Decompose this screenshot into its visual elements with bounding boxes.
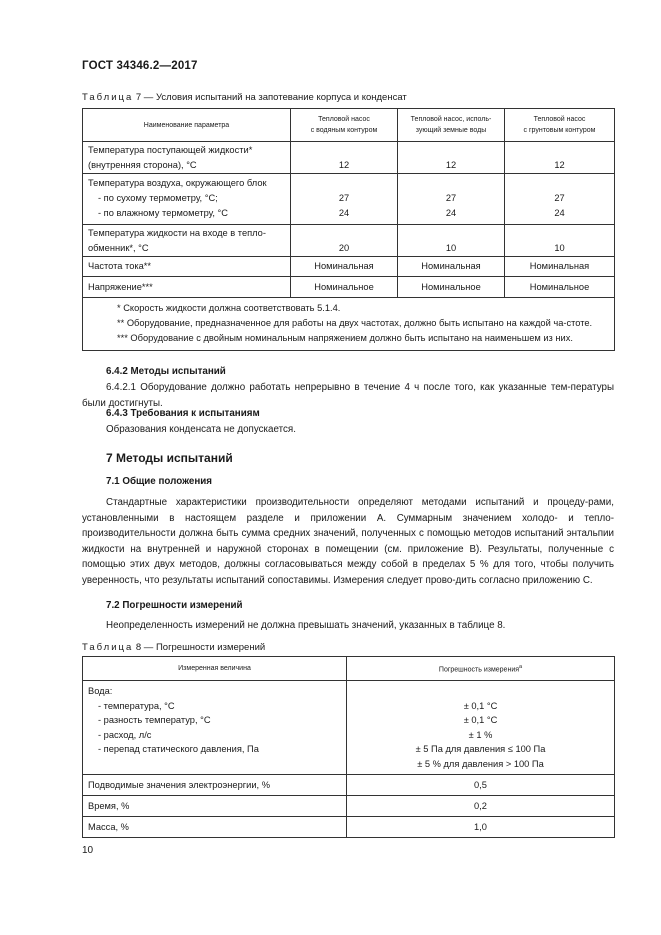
table-cell: Номинальная	[505, 257, 615, 277]
footnote: * Скорость жидкости должна соответствовать 5.1.4.	[117, 303, 341, 313]
table8-item-name: - расход, л/с	[98, 729, 152, 740]
table7-col-header: Наименование параметра	[83, 109, 291, 142]
table8-col-header: Измеренная величина	[83, 657, 347, 681]
table7-col-header: Тепловой насос, исполь- зующий земные воды	[398, 109, 505, 142]
section-6-4-3-title: 6.4.3 Требования к испытаниям	[106, 408, 260, 419]
table7-sub-label: - по сухому термометру, °С;	[98, 193, 218, 203]
table7-caption-prefix: Таблица	[82, 92, 134, 103]
section-7-1-title: 7.1 Общие положения	[106, 476, 213, 487]
table-cell: 27 24	[398, 174, 505, 225]
table-row	[83, 225, 615, 257]
table-row	[83, 775, 615, 796]
table-row	[83, 796, 615, 817]
table-cell: ± 0,1 °С	[463, 700, 498, 711]
footnote: *** Оборудование с двойным номинальным напряжением должно быть испытано на наименьшем из них.	[117, 333, 573, 343]
table7-sub-label: - по влажному термометру, °С	[98, 208, 228, 218]
section-7-2-title: 7.2 Погрешности измерений	[106, 600, 243, 611]
section-6-4-3-text: Образования конденсата не допускается.	[106, 424, 296, 435]
table-8	[82, 656, 615, 838]
footnote: ** Оборудование, предназначенное для работы на двух частотах, должно быть испытано на каждой ча-стоте.	[117, 318, 593, 328]
table-row	[83, 142, 615, 174]
table-cell: Номинальная	[398, 257, 505, 277]
table-cell: Номинальная	[291, 257, 398, 277]
table7-row-label: Частота тока**	[83, 257, 291, 277]
table-row	[83, 257, 615, 277]
table-cell: 0,5	[347, 775, 615, 796]
table8-header-row	[83, 657, 615, 681]
table-cell: 12	[291, 142, 398, 174]
section-6-4-2-text: 6.4.2.1 Оборудование должно работать непрерывно в течение 4 ч после того, как указанные тем-пературы были достигнуты.	[82, 382, 614, 409]
table8-item-name	[88, 757, 346, 772]
table7-row-label: Температура поступающей жидкости* (внутренняя сторона), °С	[83, 142, 291, 174]
table8-caption-text: 8 — Погрешности измерений	[133, 642, 266, 653]
table-cell: Номинальное	[291, 277, 398, 298]
table-cell: 0,2	[347, 796, 615, 817]
table-cell: 10	[398, 225, 505, 257]
table7-row-label: Температура жидкости на входе в тепло- обменник*, °С	[83, 225, 291, 257]
table8-item-name: - температура, °С	[98, 700, 175, 711]
page-number: 10	[82, 845, 94, 856]
table7-row-label: Напряжение***	[83, 277, 291, 298]
table-cell: Масса, %	[83, 817, 347, 838]
table7-row-label: Температура воздуха, окружающего блок - по сухому термометру, °С; - по влажному термометру, °С	[83, 174, 291, 225]
table-row	[83, 681, 615, 775]
document-header: ГОСТ 34346.2—2017	[82, 60, 198, 72]
section-7-2-text: Неопределенность измерений не должна превышать значений, указанных в таблице 8.	[106, 620, 506, 631]
table7-caption	[82, 92, 407, 103]
table-cell: Подводимые значения электроэнергии, %	[83, 775, 347, 796]
table-row	[83, 277, 615, 298]
table8-item-name: - разность температур, °С	[98, 715, 211, 725]
table8-water-value-cell	[347, 681, 615, 775]
table-cell: 12	[505, 142, 615, 174]
table-cell: 20	[291, 225, 398, 257]
table-cell: ± 0,1 °С	[463, 715, 498, 725]
table-cell: Номинальное	[398, 277, 505, 298]
table-cell: ± 1 %	[468, 729, 493, 740]
table8-caption	[82, 642, 265, 653]
table7-col-header: Тепловой насос с грунтовым контуром	[505, 109, 615, 142]
section-7-1-text: Стандартные характеристики производительности определяют методами испытаний и процеду-рами, установленными в настоящем разделе и приложении А. Суммарным значением холодо- и тепло-производительности должна быть сумма средних значений, полученных с помощью методов испытаний энтальпии жидкости на внутренней и наружной сторонах в помещении (см. приложение В). Результаты, полученные с помощью этих двух методов, должны согласовываться между собой в пределах 5 % для того, чтобы получить уверенность, что результаты испытаний сопоставимы. Измерения следует прово-дить согласно приложению С.	[82, 497, 614, 586]
table7-header-row	[83, 109, 615, 142]
table-row	[83, 174, 615, 225]
table8-caption-prefix: Таблица	[82, 642, 134, 653]
table7-caption-text: 7 — Условия испытаний на запотевание корпуса и конденсат	[133, 92, 407, 103]
table8-col-header: Погрешность измерения$^а$	[347, 657, 615, 681]
table-7	[82, 108, 615, 351]
table-cell: 10	[505, 225, 615, 257]
table-cell: 1,0	[347, 817, 615, 838]
section-7-title: 7 Методы испытаний	[106, 451, 233, 465]
table7-col-header: Тепловой насос с водяным контуром	[291, 109, 398, 142]
table8-item-name: - перепад статического давления, Па	[98, 744, 259, 754]
table-cell: 27 24	[505, 174, 615, 225]
table-cell: ± 5 % для давления > 100 Па	[417, 758, 544, 769]
table-cell: 12	[398, 142, 505, 174]
table7-footnotes	[83, 298, 615, 351]
table-row	[83, 817, 615, 838]
table8-water-label-cell: Вода: - температура, °С - разность температур, °С - расход, л/с - перепад статического давления, Па	[83, 681, 347, 775]
table-cell: 27 24	[291, 174, 398, 225]
section-6-4-2-title: 6.4.2 Методы испытаний	[106, 366, 226, 377]
table7-footnotes-row	[83, 298, 615, 351]
table-cell: ± 5 Па для давления ≤ 100 Па	[415, 744, 546, 754]
table-cell: Время, %	[83, 796, 347, 817]
table-cell: Номинальное	[505, 277, 615, 298]
